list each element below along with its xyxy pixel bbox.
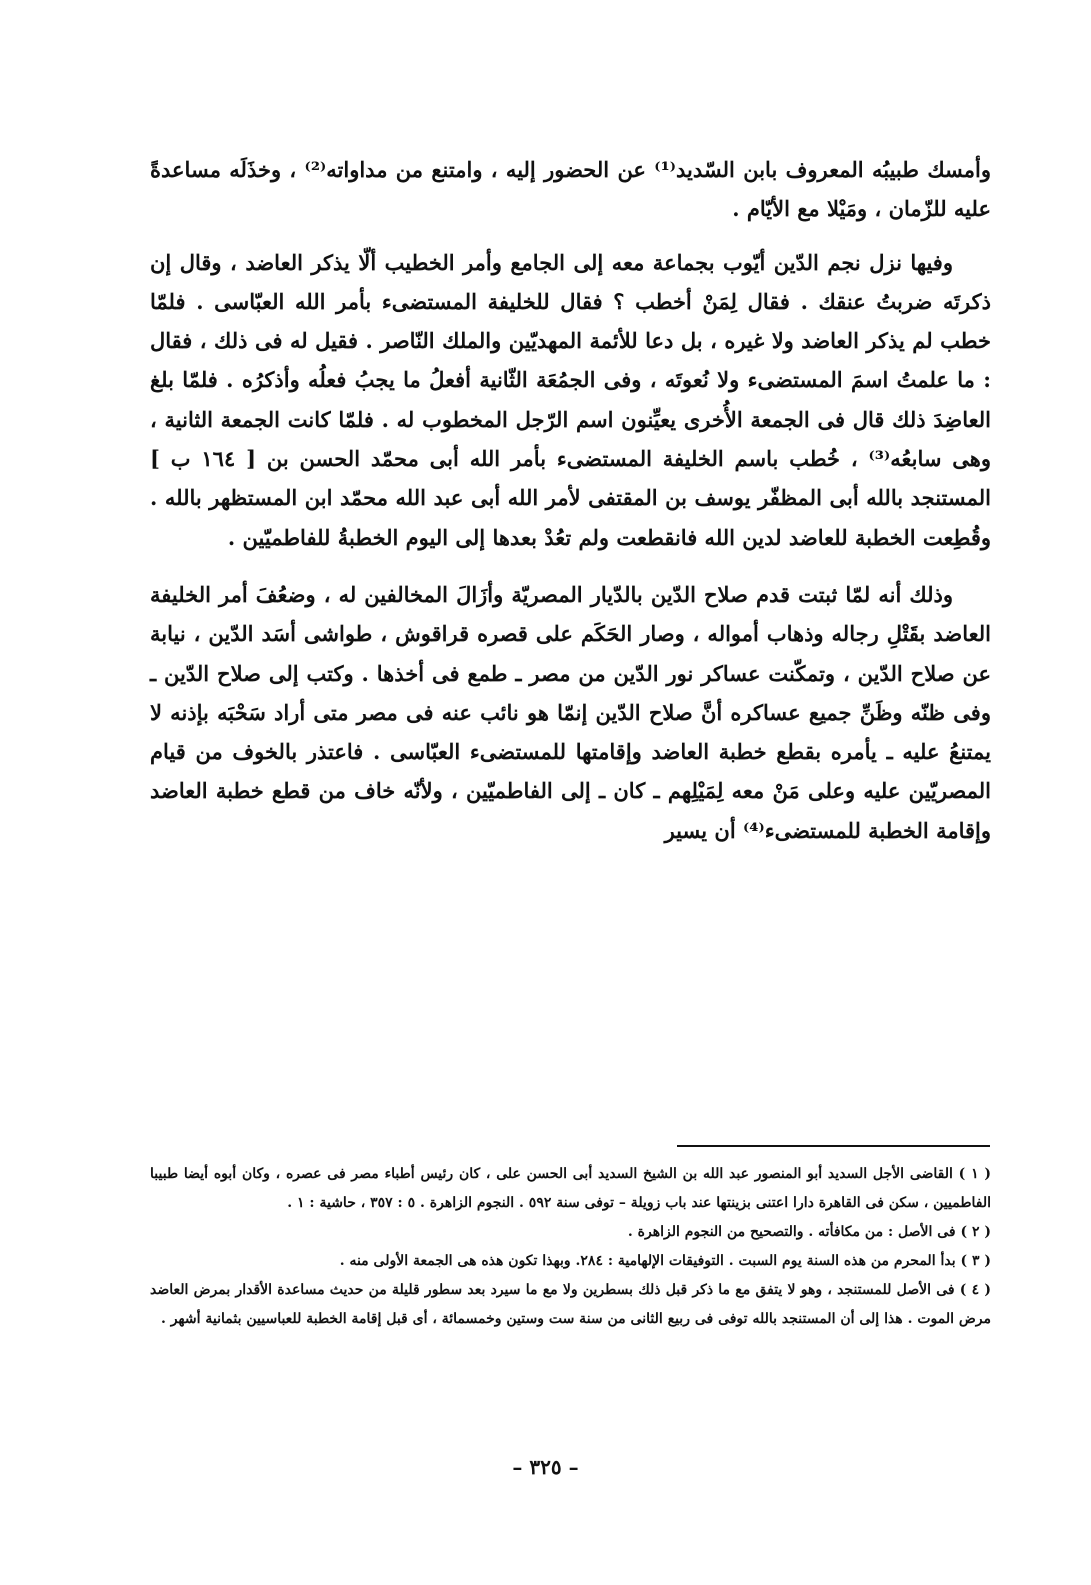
footnote-divider: [677, 1145, 990, 1147]
paragraph-1: وأمسك طبيبُه المعروف بابن السّديد⁽¹⁾ عن الحضور إليه ، وامتنع من مداواته⁽²⁾ ، وخذَلَه مساعدةً عليه للزّمان ، ومَيْلا مع الأيّام .: [150, 157, 991, 222]
paragraph-3: وذلك أنه لمّا ثبتت قدم صلاح الدّين بالدّيار المصريّة وأزَالَ المخالفين له ، وضعُفَ أمر الخليفة العاضد بقَتْلِ رجاله وذهاب أمواله ، وصار الحَكَم على قصره قراقوش ، طواشى أسَد الدّين ، نيابة عن صلاح الدّين ، وتمكّنت عساكر نور الدّين من مصر ـ طمع فى أخذها . وكتب إلى صلاح الدّين ـ وفى ظنّه وظَنِّ جميع عساكره أنَّ صلاح الدّين إنمّا هو نائب عنه فى مصر متى أراد سَحْبَه بإذنه لا يمتنعُ عليه ـ يأمره بقطع خطبة العاضد وإقامتها للمستضىء العبّاسى . فاعتذر بالخوف من قيام المصريّين عليه وعلى مَنْ معه لِمَيْلِهم ـ كان ـ إلى الفاطميّين ، ولأنّه خاف من قطع خطبة العاضد وإقامة الخطبة للمستضىء⁽⁴⁾ أن يسير: [150, 581, 991, 843]
footnotes: [150, 1160, 991, 1334]
body-text: [150, 150, 991, 850]
footnote-1: ( ١ ) القاضى الأجل السديد أبو المنصور عبد الله بن الشيخ السديد أبى الحسن على ، كان رئيس أطباء مصر فى عصره ، وكان أبوه أيضا طبيبا الفاطميين ، سكن فى القاهرة دارا اعتنى بزينتها عند باب زويلة – توفى سنة ٥٩٢ . النجوم الزاهرة . ٥ : ٣٥٧ ، حاشية : ١ .: [150, 1166, 991, 1211]
footnote-3: ( ٣ ) بدأ المحرم من هذه السنة يوم السبت . التوفيقات الإلهامية : ٢٨٤. وبهذا تكون هذه هى الجمعة الأولى منه .: [339, 1253, 991, 1269]
footnote-4: ( ٤ ) فى الأصل للمستنجد ، وهو لا يتفق مع ما ذكر قبل ذلك بسطرين ولا مع ما سيرد بعد سطور قليلة من حديث مساعدة الأقدار بمرض العاضد مرض الموت . هذا إلى أن المستنجد بالله توفى فى ربيع الثانى من سنة ست وستين وخمسمائة ، أى قبل إقامة الخطبة للعباسيين بثمانية أشهر .: [150, 1282, 991, 1327]
page-number: – ٣٢٥ –: [512, 1455, 579, 1479]
footnote-2: ( ٢ ) فى الأصل : من مكافأته . والتصحيح من النجوم الزاهرة .: [627, 1224, 991, 1240]
paragraph-2: وفيها نزل نجم الدّين أيّوب بجماعة معه إلى الجامع وأمر الخطيب ألّا يذكر العاضد ، وقال إن ذكرتَه ضربتُ عنقك . فقال لِمَنْ أخطب ؟ فقال للخليفة المستضىء بأمر الله العبّاسى . فلمّا خطب لم يذكر العاضد ولا غيره ، بل دعا للأئمة المهديّين والملك النّاصر . فقيل له فى ذلك ، فقال : ما علمتُ اسمَ المستضىء ولا نُعوتَه ، وفى الجمُعَة الثّانية أفعلُ ما يجبُ فعلُه وأذكرُه . فلمّا بلغ العاضِدَ ذلك قال فى الجمعة الأُخرى يعيِّنون اسم الرّجل المخطوب له . فلمّا كانت الجمعة الثانية ، وهى سابعُه⁽³⁾ ، خُطب باسم الخليفة المستضىء بأمر الله أبى محمّد الحسن بن [ ١٦٤ ب ] المستنجد بالله أبى المظفّر يوسف بن المقتفى لأمر الله أبى عبد الله محمّد ابن المستظهر بالله . وقُطِعت الخطبة للعاضد لدين الله فانقطعت ولم تعُدْ بعدها إلى اليوم الخطبةُ للفاطميّين .: [150, 249, 991, 550]
